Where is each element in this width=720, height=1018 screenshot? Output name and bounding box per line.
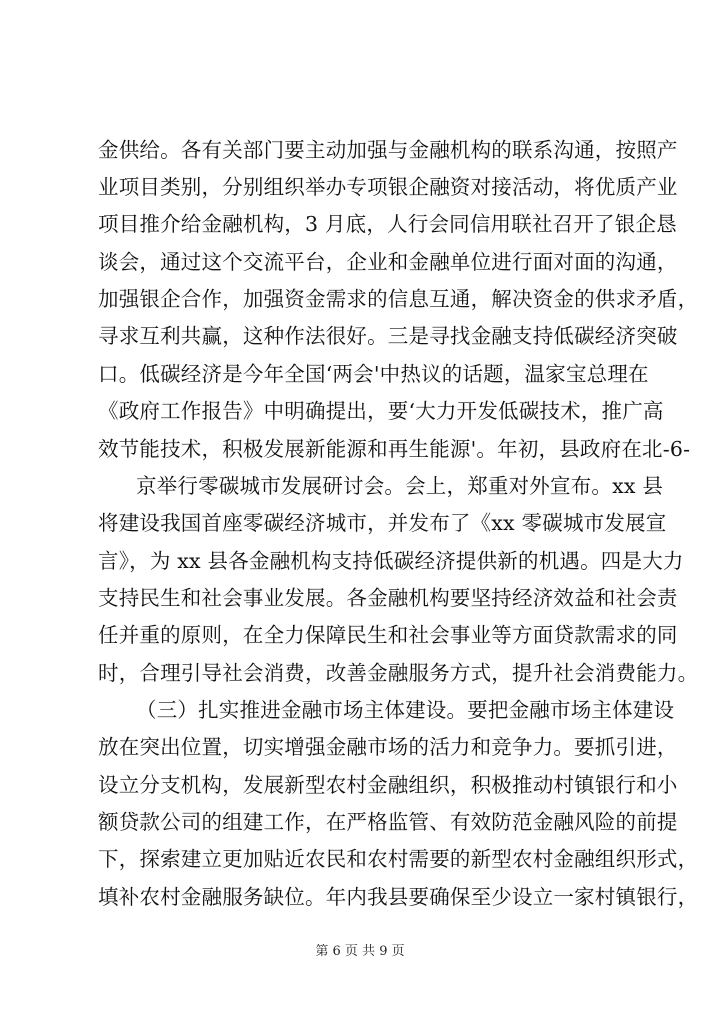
body-line-15: 时，合理引导社会消费，改善金融服务方式，提升社会消费能力。 xyxy=(98,661,699,685)
body-line-10: 京举行零碳城市发展研讨会。会上，郑重对外宣布。xx 县 xyxy=(136,474,664,498)
body-line-11: 将建设我国首座零碳经济城市，并发布了《xx 零碳城市发展宣 xyxy=(98,511,667,535)
body-line-8: 《政府工作报告》中明确提出，要‘大力开发低碳技术，推广高 xyxy=(98,399,664,423)
body-line-18: 设立分支机构，发展新型农村金融组织，积极推动村镇银行和小 xyxy=(98,773,678,797)
body-line-2: 业项目类别，分别组织举办专项银企融资对接活动，将优质产业 xyxy=(98,175,678,199)
body-line-4: 谈会，通过这个交流平台，企业和金融单位进行面对面的沟通， xyxy=(98,250,678,274)
body-line-20: 下，探索建立更加贴近农民和农村需要的新型农村金融组织形式， xyxy=(98,847,699,871)
body-line-17: 放在突出位置，切实增强金融市场的活力和竞争力。要抓引进， xyxy=(98,735,678,759)
section-heading-line: （三）扎实推进金融市场主体建设。要把金融市场主体建设 xyxy=(136,698,675,722)
body-line-3: 项目推介给金融机构，3 月底，人行会同信用联社召开了银企恳 xyxy=(98,212,677,236)
page-number-footer: 第 6 页 共 9 页 xyxy=(315,944,405,959)
body-line-9: 效节能技术，积极发展新能源和再生能源'。年初，县政府在北-6- xyxy=(98,437,691,461)
body-line-19: 额贷款公司的组建工作，在严格监管、有效防范金融风险的前提 xyxy=(98,810,678,834)
body-line-7: 口。低碳经济是今年全国‘两会'中热议的话题，温家宝总理在 xyxy=(98,362,649,386)
body-line-12: 言》，为 xx 县各金融机构支持低碳经济提供新的机遇。四是大力 xyxy=(98,549,684,573)
body-line-6: 寻求互利共赢，这种作法很好。三是寻找金融支持低碳经济突破 xyxy=(98,324,678,348)
body-line-1: 金供给。各有关部门要主动加强与金融机构的联系沟通，按照产 xyxy=(98,138,678,162)
body-line-13: 支持民生和社会事业发展。各金融机构要坚持经济效益和社会责 xyxy=(98,586,678,610)
body-line-21: 填补农村金融服务缺位。年内我县要确保至少设立一家村镇银行， xyxy=(98,885,699,909)
body-line-14: 任并重的原则，在全力保障民生和社会事业等方面贷款需求的同 xyxy=(98,623,678,647)
body-line-5: 加强银企合作，加强资金需求的信息互通，解决资金的供求矛盾， xyxy=(98,287,699,311)
